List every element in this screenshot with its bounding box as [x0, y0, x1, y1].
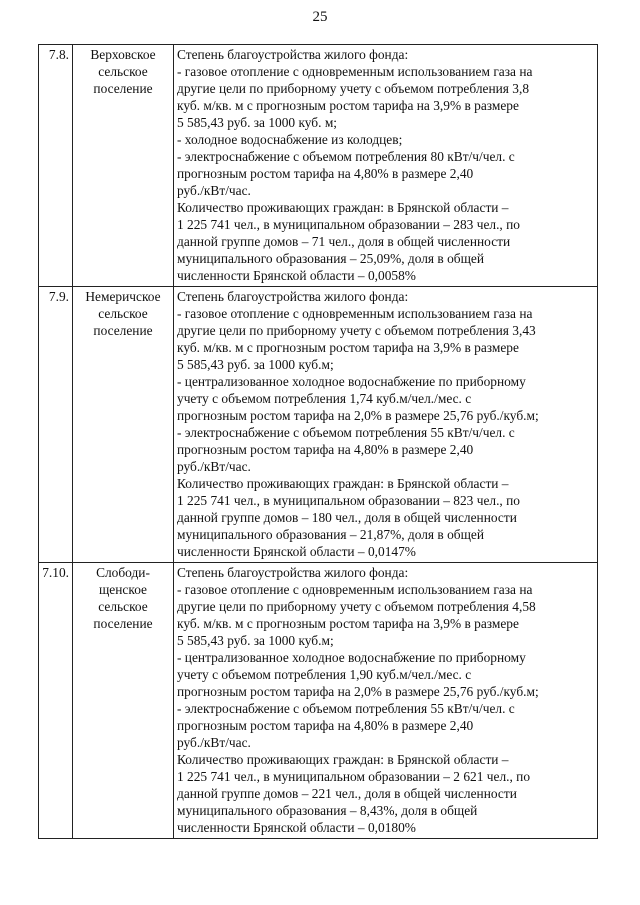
description-line: куб. м/кв. м с прогнозным ростом тарифа на 3,9% в размере [177, 340, 519, 355]
description-line: куб. м/кв. м с прогнозным ростом тарифа на 3,9% в размере [177, 98, 519, 113]
table-body [39, 45, 598, 839]
page-number: 25 [312, 9, 328, 25]
description-line: руб./кВт/час. [177, 183, 251, 198]
description-line: прогнозным ростом тарифа на 4,80% в размере 2,40 [177, 166, 474, 181]
description-line: численности Брянской области – 0,0180% [177, 820, 416, 835]
settlement-name-line: Верховское [90, 47, 156, 62]
description-line: численности Брянской области – 0,0058% [177, 268, 416, 283]
settlement-name-line: поселение [93, 81, 153, 96]
description-line: другие цели по приборному учету с объемом потребления 3,43 [177, 323, 536, 338]
description-line: 1 225 741 чел., в муниципальном образовании – 823 чел., по [177, 493, 520, 508]
description-line: - электроснабжение с объемом потребления 55 кВт/ч/чел. с [177, 425, 515, 440]
description-line: 5 585,43 руб. за 1000 куб. м; [177, 115, 338, 130]
description-line: данной группе домов – 180 чел., доля в общей численности [177, 510, 517, 525]
settlement-description [174, 287, 598, 563]
settlement-description [174, 563, 598, 839]
description-line: Количество проживающих граждан: в Брянской области – [177, 752, 509, 767]
description-line: 1 225 741 чел., в муниципальном образовании – 283 чел., по [177, 217, 520, 232]
row-number: 7.8. [39, 45, 73, 287]
description-line: Количество проживающих граждан: в Брянской области – [177, 476, 509, 491]
table-row [39, 563, 598, 839]
description-line: Степень благоустройства жилого фонда: [177, 47, 409, 62]
row-number: 7.9. [39, 287, 73, 563]
description-line: муниципального образования – 21,87%, доля в общей [177, 527, 485, 542]
description-line: Степень благоустройства жилого фонда: [177, 289, 409, 304]
settlement-name-line: поселение [93, 323, 153, 338]
description-line: данной группе домов – 71 чел., доля в общей численности [177, 234, 511, 249]
description-line: - централизованное холодное водоснабжение по приборному [177, 650, 526, 665]
description-line: учету с объемом потребления 1,90 куб.м/чел./мес. с [177, 667, 472, 682]
description-line: Степень благоустройства жилого фонда: [177, 565, 409, 580]
description-line: - газовое отопление с одновременным использованием газа на [177, 306, 533, 321]
settlements-table [38, 44, 598, 839]
description-line: куб. м/кв. м с прогнозным ростом тарифа на 3,9% в размере [177, 616, 519, 631]
description-line: 5 585,43 руб. за 1000 куб.м; [177, 633, 334, 648]
description-line: данной группе домов – 221 чел., доля в общей численности [177, 786, 517, 801]
description-line: прогнозным ростом тарифа на 4,80% в размере 2,40 [177, 442, 474, 457]
description-line: - холодное водоснабжение из колодцев; [177, 132, 403, 147]
settlement-name-line: Немеричское [85, 289, 161, 304]
description-line: - централизованное холодное водоснабжение по приборному [177, 374, 526, 389]
description-line: - электроснабжение с объемом потребления 80 кВт/ч/чел. с [177, 149, 515, 164]
description-line: муниципального образования – 25,09%, доля в общей [177, 251, 485, 266]
description-line: 1 225 741 чел., в муниципальном образовании – 2 621 чел., по [177, 769, 531, 784]
description-line: учету с объемом потребления 1,74 куб.м/чел./мес. с [177, 391, 472, 406]
description-line: - газовое отопление с одновременным использованием газа на [177, 64, 533, 79]
settlement-name-line: сельское [98, 306, 148, 321]
description-line: руб./кВт/час. [177, 459, 251, 474]
settlement-name-line: сельское [98, 599, 148, 614]
table-row [39, 45, 598, 287]
settlement-name [73, 563, 174, 839]
table-row [39, 287, 598, 563]
settlement-description [174, 45, 598, 287]
description-line: руб./кВт/час. [177, 735, 251, 750]
settlement-name-line: Слободи- [96, 565, 150, 580]
description-line: прогнозным ростом тарифа на 2,0% в размере 25,76 руб./куб.м; [177, 408, 539, 423]
description-line: - электроснабжение с объемом потребления 55 кВт/ч/чел. с [177, 701, 515, 716]
settlement-name-line: щенское [99, 582, 147, 597]
description-line: прогнозным ростом тарифа на 2,0% в размере 25,76 руб./куб.м; [177, 684, 539, 699]
description-line: - газовое отопление с одновременным использованием газа на [177, 582, 533, 597]
description-line: другие цели по приборному учету с объемом потребления 3,8 [177, 81, 530, 96]
description-line: численности Брянской области – 0,0147% [177, 544, 416, 559]
description-line: Количество проживающих граждан: в Брянской области – [177, 200, 509, 215]
description-line: муниципального образования – 8,43%, доля в общей [177, 803, 478, 818]
settlement-name-line: сельское [98, 64, 148, 79]
settlement-name [73, 287, 174, 563]
description-line: другие цели по приборному учету с объемом потребления 4,58 [177, 599, 536, 614]
description-line: 5 585,43 руб. за 1000 куб.м; [177, 357, 334, 372]
settlement-name-line: поселение [93, 616, 153, 631]
settlement-name [73, 45, 174, 287]
description-line: прогнозным ростом тарифа на 4,80% в размере 2,40 [177, 718, 474, 733]
row-number: 7.10. [39, 563, 73, 839]
